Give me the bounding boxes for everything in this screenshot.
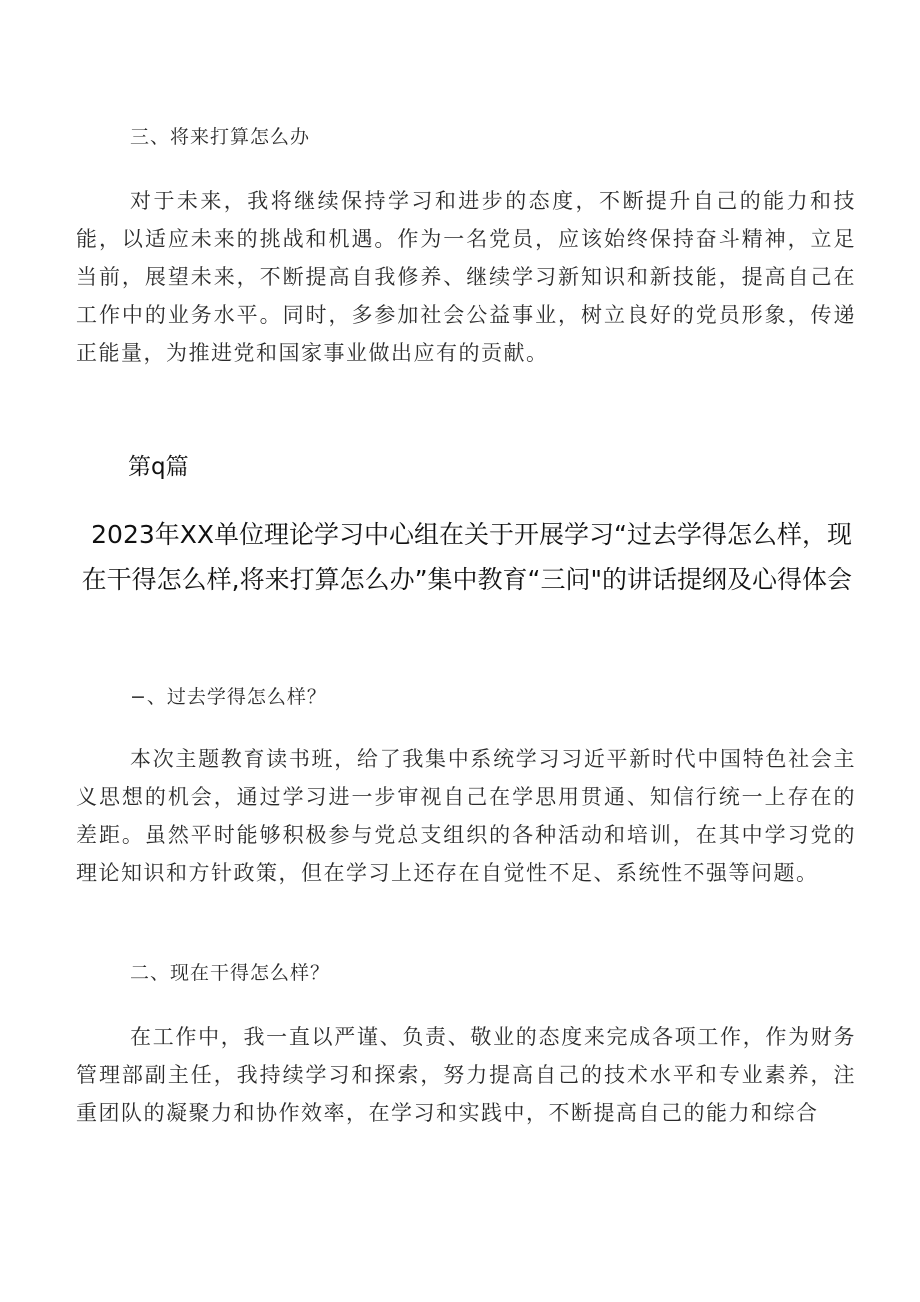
section-heading-present: 二、现在干得怎么样？ [130,962,331,984]
section-heading-past: −、过去学得怎么样？ [130,686,327,708]
paragraph-future: 对于未来，我将继续保持学习和进步的态度，不断提升自己的能力和技能，以适应未来的挑战和机遇。作为一名党员，应该始终保持奋斗精神，立足当前，展望未来，不断提高自我修养、继续学习新知识和新技能，提高自己在工作中的业务水平。同时，多参加社会公益事业，树立良好的党员形象，传递正能量，为推进党和国家事业做出应有的贡献。 [76,189,856,365]
document-title: 2023年XX单位理论学习中心组在关于开展学习“过去学得怎么样，现在干得怎么样,将来打算怎么办”集中教育“三问"的讲话提纲及心得体会 [81,520,852,594]
paragraph-past: 本次主题教育读书班，给了我集中系统学习习近平新时代中国特色社会主义思想的机会，通过学习进一步审视自己在学思用贯通、知信行统一上存在的差距。虽然平时能够积极参与党总支组织的各种活动和培训，在其中学习党的理论知识和方针政策，但在学习上还存在自觉性不足、系统性不强等问题。 [76,747,856,885]
section-heading-future: 三、将来打算怎么办 [130,126,311,148]
chapter-label: 第q篇 [128,454,189,480]
paragraph-present: 在工作中，我一直以严谨、负责、敬业的态度来完成各项工作，作为财务管理部副主任，我持续学习和探索，努力提高自己的技术水平和专业素养，注重团队的凝聚力和协作效率，在学习和实践中，不断提高自己的能力和综合 [76,1025,856,1125]
